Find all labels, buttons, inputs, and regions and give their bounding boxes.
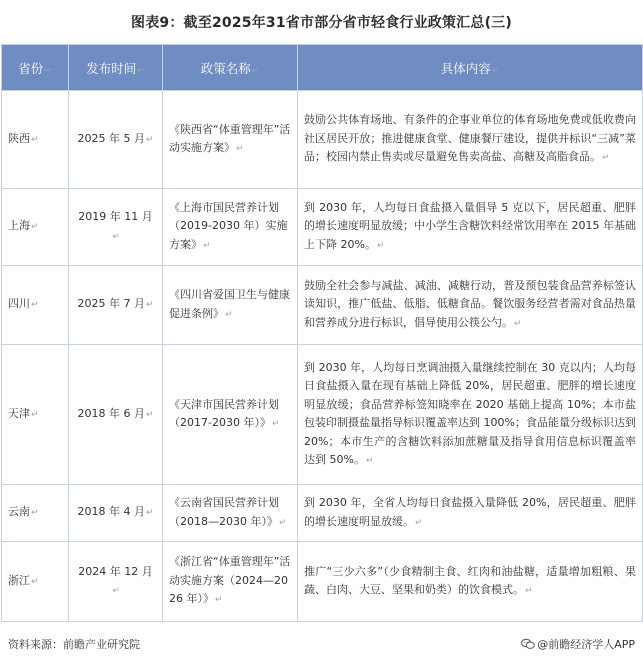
wechat-icon <box>521 638 535 653</box>
cell-content: 鼓励公共体育场地、有条件的企事业单位的体育场地免费或低收费向社区居民开放；推进健康食堂、健康餐厅建设，提供并标识“三减”菜品；校园内禁止售卖或尽量避免售卖高盐、高糖及高脂食品。↵ <box>298 91 643 189</box>
cell-content: 到 2030 年，人均每日食盐摄入量倡导 5 克以下，居民超重、肥胖的增长速度明显放缓；中小学生含糖饮料经常饮用率在 2015 年基础上下降 20%。↵ <box>298 189 643 266</box>
header-policy-name: 政策名称↵ <box>163 45 298 91</box>
table-header-row <box>2 45 643 91</box>
policy-table <box>1 44 643 622</box>
cell-date: 2025 年 7 月↵ <box>69 266 163 345</box>
header-province: 省份↵ <box>2 45 69 91</box>
cell-province: 云南↵ <box>2 485 69 542</box>
header-content: 具体内容↵ <box>298 45 643 91</box>
cell-date: 2025 年 5 月↵ <box>69 91 163 189</box>
cell-date: 2024 年 12 月↵ <box>69 542 163 622</box>
source-note: 资料来源：前瞻产业研究院 <box>8 638 140 651</box>
header-date: 发布时间↵ <box>69 45 163 91</box>
table-row <box>2 91 643 189</box>
brand-credit <box>521 636 635 653</box>
cell-province: 上海↵ <box>2 189 69 266</box>
page-title: 图表9：截至2025年31省市部分省市轻食行业政策汇总(三) <box>131 15 512 31</box>
cell-province: 浙江↵ <box>2 542 69 622</box>
cell-content: 鼓励全社会参与减盐、减油、减糖行动，普及预包装食品营养标签认读知识，推广低盐、低脂、低糖食品。餐饮服务经营者需对食品热量和营养成分进行标识，倡导使用公筷公勺。↵ <box>298 266 643 345</box>
cell-policy-name: 《天津市国民营养计划（2017-2030 年）》↵ <box>163 345 298 485</box>
table-row <box>2 189 643 266</box>
table-row <box>2 542 643 622</box>
cell-province: 天津↵ <box>2 345 69 485</box>
brand-label: @前瞻经济学人APP <box>537 638 635 651</box>
table-row <box>2 345 643 485</box>
cell-policy-name: 《云南省国民营养计划（2018—2030 年）》↵ <box>163 485 298 542</box>
cell-policy-name: 《上海市国民营养计划（2019-2030 年）实施方案》↵ <box>163 189 298 266</box>
table-row <box>2 266 643 345</box>
cell-policy-name: 《浙江省“体重管理年”活动实施方案（2024—2026 年）》↵ <box>163 542 298 622</box>
cell-content: 推广“三少六多”（少食精制主食、红肉和油盐糖，适量增加粗粮、果蔬、白肉、大豆、坚果和奶类）的饮食模式。↵ <box>298 542 643 622</box>
cell-content: 到 2030 年，全省人均每日食盐摄入量降低 20%，居民超重、肥胖的增长速度明显放缓。↵ <box>298 485 643 542</box>
cell-policy-name: 《四川省爱国卫生与健康促进条例》↵ <box>163 266 298 345</box>
cell-date: 2018 年 6 月↵ <box>69 345 163 485</box>
cell-province: 陕西↵ <box>2 91 69 189</box>
cell-date: 2018 年 4 月↵ <box>69 485 163 542</box>
cell-policy-name: 《陕西省“体重管理年”活动实施方案》↵ <box>163 91 298 189</box>
cell-province: 四川↵ <box>2 266 69 345</box>
cell-content: 到 2030 年，人均每日烹调油摄入量继续控制在 30 克以内；人均每日食盐摄入量在现有基础上降低 20%，居民超重、肥胖的增长速度明显放缓；食品营养标签知晓率在 2020 基础上提高 10%；本市盐包装印制摄盐量指导标识覆盖率达到 100%；食品能量分级标识达到 20%；本市生产的含糖饮料添加蔗糖量及指导食用信息标识覆盖率达到 50%。↵ <box>298 345 643 485</box>
table-row <box>2 485 643 542</box>
cell-date: 2019 年 11 月↵ <box>69 189 163 266</box>
